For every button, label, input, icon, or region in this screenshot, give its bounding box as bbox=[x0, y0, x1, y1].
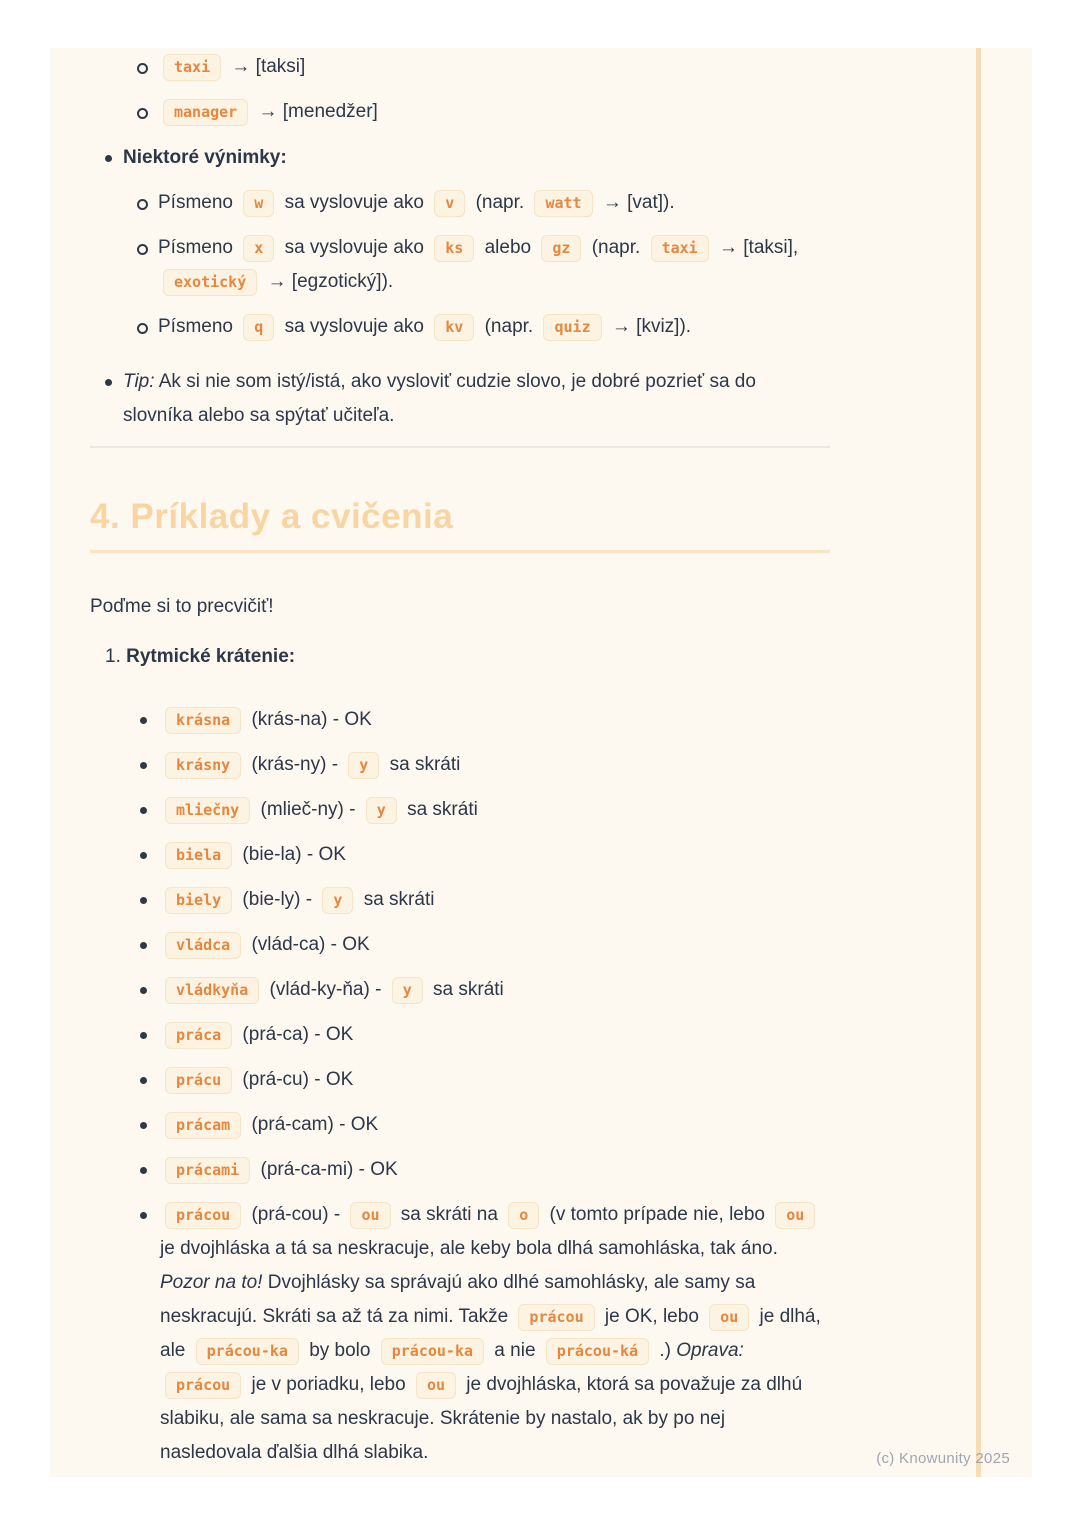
code-chip: ou bbox=[350, 1202, 390, 1229]
example-item: mliečny (mlieč-ny) - y sa skráti bbox=[90, 793, 830, 827]
notes-list bbox=[90, 141, 830, 433]
exception-item: Písmeno x sa vyslovuje ako ks alebo gz (napr. taxi → [taksi], exotický → [egzotický]). bbox=[123, 231, 830, 299]
code-chip: y bbox=[322, 887, 353, 914]
code-chip: kv bbox=[434, 314, 474, 341]
code-chip: prácou-ka bbox=[196, 1338, 299, 1365]
code-chip: ou bbox=[416, 1372, 456, 1399]
section-intro: Poďme si to precvičiť! bbox=[90, 596, 274, 617]
code-chip: o bbox=[508, 1202, 539, 1229]
code-chip: krásny bbox=[165, 752, 241, 779]
code-chip: vládca bbox=[165, 932, 241, 959]
examples-list bbox=[90, 703, 830, 1470]
code-chip: y bbox=[366, 797, 397, 824]
code-chip: w bbox=[243, 190, 274, 217]
code-chip: watt bbox=[534, 190, 592, 217]
italic-text: Tip: bbox=[123, 371, 155, 392]
code-chip: prácou-ká bbox=[546, 1338, 649, 1365]
document-content bbox=[90, 50, 830, 1481]
example-item: krásny (krás-ny) - y sa skráti bbox=[90, 748, 830, 782]
example-item: prácami (prá-ca-mi) - OK bbox=[90, 1153, 830, 1187]
exceptions-sublist bbox=[123, 186, 830, 344]
code-chip: mliečny bbox=[165, 797, 250, 824]
code-chip: prácou bbox=[518, 1304, 594, 1331]
italic-text: Pozor na to! bbox=[160, 1272, 263, 1293]
section-divider bbox=[90, 446, 830, 448]
example-item: biely (bie-ly) - y sa skráti bbox=[90, 883, 830, 917]
code-chip: gz bbox=[541, 235, 581, 262]
foreign-word-item: taxi → [taksi] bbox=[90, 50, 830, 84]
code-chip: v bbox=[434, 190, 465, 217]
code-chip: ou bbox=[709, 1304, 749, 1331]
code-chip: práca bbox=[165, 1022, 232, 1049]
foreign-word-item: manager → [menedžer] bbox=[90, 95, 830, 129]
section-heading: 4. Príklady a cvičenia bbox=[90, 498, 830, 553]
code-chip: y bbox=[392, 977, 423, 1004]
example-item: biela (bie-la) - OK bbox=[90, 838, 830, 872]
code-chip: y bbox=[348, 752, 379, 779]
example-item: prácu (prá-cu) - OK bbox=[90, 1063, 830, 1097]
code-chip: prácam bbox=[165, 1112, 241, 1139]
code-chip: taxi bbox=[163, 54, 221, 81]
code-chip: ou bbox=[775, 1202, 815, 1229]
code-chip: prácu bbox=[165, 1067, 232, 1094]
code-chip: vládkyňa bbox=[165, 977, 259, 1004]
exception-item: Písmeno q sa vyslovuje ako kv (napr. quiz → [kviz]). bbox=[123, 310, 830, 344]
code-chip: prácou bbox=[165, 1202, 241, 1229]
code-chip: ks bbox=[434, 235, 474, 262]
example-item: prácam (prá-cam) - OK bbox=[90, 1108, 830, 1142]
exceptions-title: Niektoré výnimky: bbox=[123, 147, 287, 168]
document-page bbox=[50, 48, 1032, 1477]
code-chip: exotický bbox=[163, 269, 257, 296]
code-chip: prácou-ka bbox=[381, 1338, 484, 1365]
page-accent-line bbox=[976, 48, 981, 1477]
example-item: vládkyňa (vlád-ky-ňa) - y sa skráti bbox=[90, 973, 830, 1007]
code-chip: prácami bbox=[165, 1157, 250, 1184]
code-chip: biely bbox=[165, 887, 232, 914]
code-chip: taxi bbox=[651, 235, 709, 262]
exception-item: Písmeno w sa vyslovuje ako v (napr. watt → [vat]). bbox=[123, 186, 830, 220]
code-chip: q bbox=[243, 314, 274, 341]
exercise-title: Rytmické krátenie: bbox=[126, 646, 296, 667]
exercise-number: 1. bbox=[105, 646, 121, 667]
italic-text: Oprava: bbox=[676, 1340, 744, 1361]
copyright-footer: (c) Knowunity 2025 bbox=[876, 1450, 1010, 1467]
example-item: práca (prá-ca) - OK bbox=[90, 1018, 830, 1052]
exceptions-item bbox=[90, 141, 830, 344]
tip-item: Tip: Ak si nie som istý/istá, ako vysloviť cudzie slovo, je dobré pozrieť sa do slovníka alebo sa spýtať učiteľa. bbox=[90, 365, 830, 433]
exercise-title-line bbox=[105, 640, 830, 674]
example-item: vládca (vlád-ca) - OK bbox=[90, 928, 830, 962]
foreign-words-list bbox=[90, 50, 830, 129]
code-chip: manager bbox=[163, 99, 248, 126]
example-item: krásna (krás-na) - OK bbox=[90, 703, 830, 737]
code-chip: quiz bbox=[543, 314, 601, 341]
code-chip: x bbox=[243, 235, 274, 262]
example-item: prácou (prá-cou) - ou sa skráti na o (v tomto prípade nie, lebo ou je dvojhláska a tá sa neskracuje, ale keby bola dlhá samohláska, tak áno. Pozor na to! Dvojhlásky sa správajú ako dlhé samohlásky, ale samy sa neskracujú. Skráti sa až tá za nimi. Takže prácou je OK, lebo ou je dlhá, ale prácou-ka by bolo prácou-ka a nie prácou-ká .) Oprava: prácou je v poriadku, lebo ou je dvojhláska, ktorá sa považuje za dlhú slabiku, ale sama sa neskracuje. Skrátenie by nastalo, ak by po nej nasledovala ďalšia dlhá slabika. bbox=[90, 1198, 830, 1470]
code-chip: krásna bbox=[165, 707, 241, 734]
code-chip: prácou bbox=[165, 1372, 241, 1399]
code-chip: biela bbox=[165, 842, 232, 869]
